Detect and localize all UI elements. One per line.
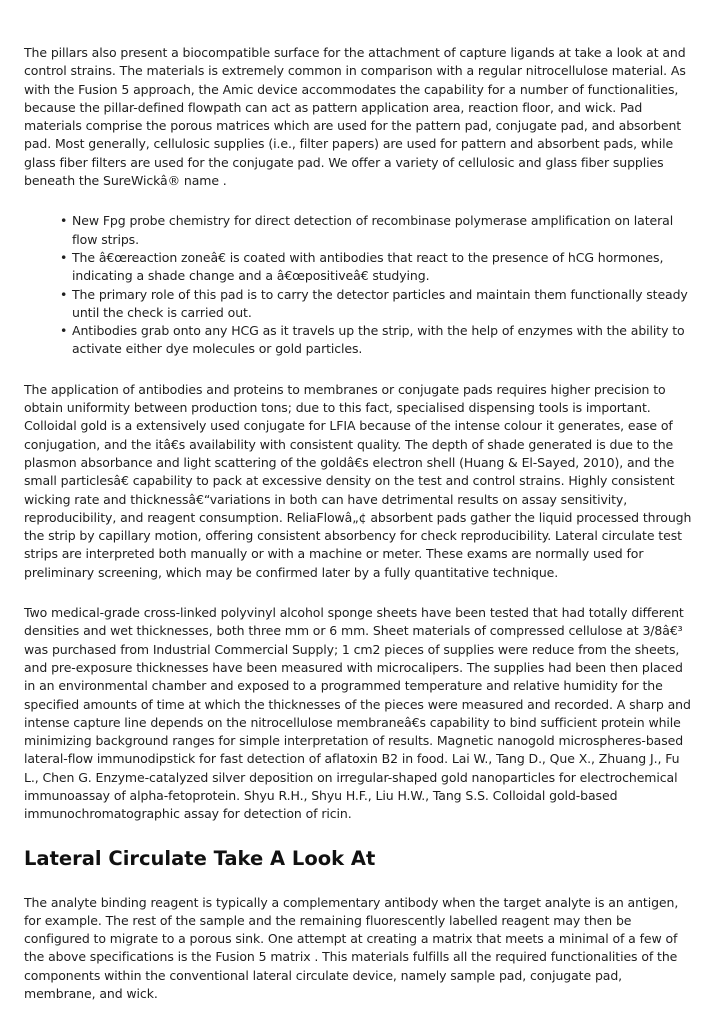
list-item: • New Fpg probe chemistry for direct detection of recombinase polymerase amplification on lateral flow strips. xyxy=(72,212,696,249)
list-item: • Antibodies grab onto any HCG as it travels up the strip, with the help of enzymes with the ability to activate either dye molecules or gold particles. xyxy=(72,322,696,359)
paragraph-antibodies: The application of antibodies and proteins to membranes or conjugate pads requires higher precision to obtain uniformity between production tons; due to this fact, specialised dispensing tools is important. Colloidal gold is a extensively used conjugate for LFIA because of the intense colour it generates, ease of conjugation, and the itâ€s availability with consistent quality. The depth of shade generated is due to the plasmon absorbance and light scattering of the goldâ€s electron shell (Huang & El-Sayed, 2010), and the small particlesâ€ capability to pack at excessive density on the test and control strains. Highly consistent wicking rate and thicknessâ€“variations in both can have detrimental results on assay sensitivity, reproducibility, and reagent consumption. ReliaFlowâ„¢ absorbent pads gather the liquid processed through the strip by capillary motion, offering consistent absorbency for check reproducibility. Lateral circulate test strips are interpreted both manually or with a machine or meter. These exams are normally used for preliminary screening, which may be confirmed later by a fully quantitative technique. xyxy=(24,381,692,580)
article-body xyxy=(24,44,696,1003)
section-heading: Lateral Circulate Take A Look At xyxy=(24,846,376,870)
paragraph-sponge-sheets: Two medical-grade cross-linked polyvinyl alcohol sponge sheets have been tested that had totally different densities and wet thicknesses, both three mm or 6 mm. Sheet materials of compressed cellulose at 3/8â€³ was purchased from Industrial Commercial Supply; 1 cm2 pieces of supplies were reduce from the sheets, and pre-exposure thicknesses have been measured with microcalipers. The supplies had been then placed in an environmental chamber and exposed to a programmed temperature and relative humidity for the specified amounts of time at which the thicknesses of the pieces were measured and recorded. A sharp and intense capture line depends on the nitrocellulose membraneâ€s capability to bind sufficient protein while minimizing background ranges for simple interpretation of results. Magnetic nanogold microspheres-based lateral-flow immunodipstick for fast detection of aflatoxin B2 in food. Lai W., Tang D., Que X., Zhuang J., Fu L., Chen G. Enzyme-catalyzed silver deposition on irregular-shaped gold nanoparticles for electrochemical immunoassay of alpha-fetoprotein. Shyu R.H., Shyu H.F., Liu H.W., Tang S.S. Colloidal gold-based immunochromatographic assay for detection of ricin. xyxy=(24,605,691,822)
bullet-list xyxy=(24,212,696,358)
list-item: • The â€œreaction zoneâ€ is coated with antibodies that react to the presence of hCG hormones, indicating a shade change and a â€œpositiveâ€ studying. xyxy=(72,249,696,286)
list-item: • The primary role of this pad is to carry the detector particles and maintain them functionally steady until the check is carried out. xyxy=(72,286,696,323)
paragraph-analyte: The analyte binding reagent is typically a complementary antibody when the target analyte is an antigen, for example. The rest of the sample and the remaining fluorescently labelled reagent may then be configured to migrate to a porous sink. One attempt at creating a matrix that meets a minimal of a few of the above specifications is the Fusion 5 matrix . This materials fulfills all the required functionalities of the components within the conventional lateral circulate device, namely sample pad, conjugate pad, membrane, and wick. xyxy=(24,894,679,1002)
paragraph-intro: The pillars also present a biocompatible surface for the attachment of capture ligands at take a look at and control strains. The materials is extremely common in comparison with a regular nitrocellulose material. As with the Fusion 5 approach, the Amic device accommodates the capability for a number of functionalities, because the pillar-defined flowpath can act as pattern application area, reaction floor, and wick. Pad materials comprise the porous matrices which are used for the pattern pad, conjugate pad, and absorbent pad. Most generally, cellulosic supplies (i.e., filter papers) are used for pattern and absorbent pads, while glass fiber filters are used for the conjugate pad. We offer a variety of cellulosic and glass fiber supplies beneath the SureWickâ® name . xyxy=(24,45,686,189)
